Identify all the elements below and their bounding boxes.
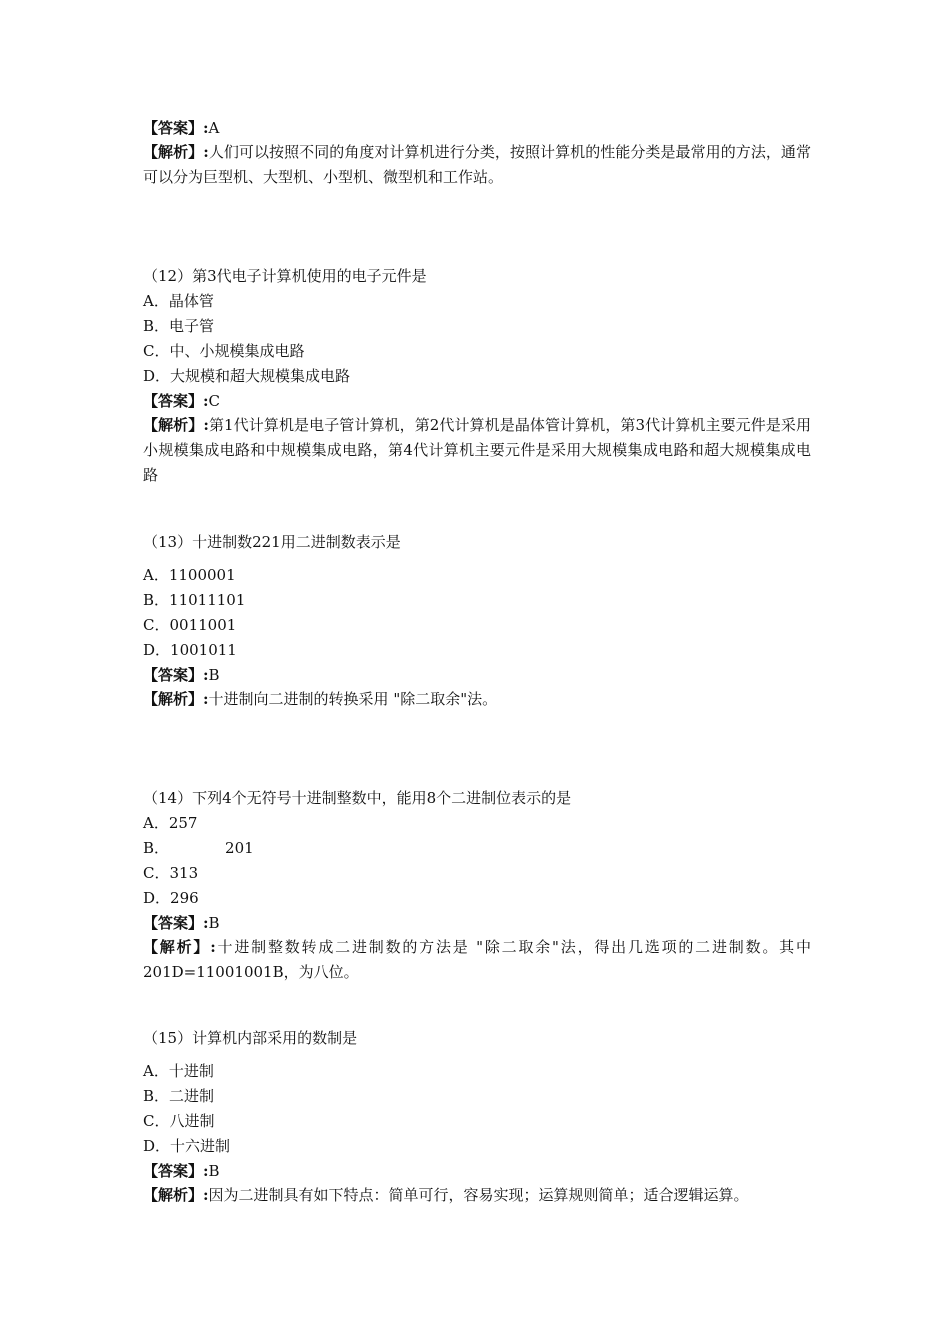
answer-value: B	[208, 914, 220, 932]
q15-option-d: D．十六进制	[143, 1137, 231, 1155]
analysis-tag: 【解析】:	[143, 1186, 209, 1204]
q14-option-c: C．313	[143, 864, 199, 882]
question-13-title: （13）十进制数221用二进制数表示是	[143, 533, 401, 551]
option-label: B．	[143, 839, 170, 857]
analysis-tag: 【解析】:	[143, 690, 209, 708]
q14-answer-line	[143, 913, 220, 933]
q14-option-b	[143, 838, 254, 858]
question-15-title: （15）计算机内部采用的数制是	[143, 1029, 358, 1047]
q12-answer-line	[143, 391, 220, 411]
question-12-title: （12）第3代电子计算机使用的电子元件是	[143, 267, 427, 285]
q12-option-c: C．中、小规模集成电路	[143, 342, 305, 360]
analysis-paragraph	[143, 140, 811, 190]
q13-option-c: C．0011001	[143, 616, 237, 634]
answer-value: B	[208, 666, 220, 684]
q13-option-d: D．1001011	[143, 641, 237, 659]
answer-line	[143, 118, 219, 138]
q13-answer-line	[143, 665, 220, 685]
q12-option-a: A．晶体管	[143, 292, 214, 310]
analysis-text: 人们可以按照不同的角度对计算机进行分类，按照计算机的性能分类是最常用的方法，通常可以分为巨型机、大型机、小型机、微型机和工作站。	[143, 143, 811, 186]
answer-tag: 【答案】:	[143, 666, 209, 684]
analysis-tag: 【解析】:	[143, 416, 209, 434]
q12-option-b: B．电子管	[143, 317, 215, 335]
question-14-title: （14）下列4个无符号十进制整数中，能用8个二进制位表示的是	[143, 789, 572, 807]
q15-option-a: A．十进制	[143, 1062, 214, 1080]
analysis-text: 因为二进制具有如下特点：简单可行，容易实现；运算规则简单；适合逻辑运算。	[208, 1186, 749, 1204]
q13-option-a: A．1100001	[143, 566, 236, 584]
answer-tag: 【答案】:	[143, 119, 209, 137]
q13-analysis-line	[143, 689, 497, 709]
analysis-text: 十进制向二进制的转换采用 "除二取余"法。	[208, 690, 498, 708]
answer-value: B	[208, 1162, 220, 1180]
answer-tag: 【答案】:	[143, 1162, 209, 1180]
q15-answer-line	[143, 1161, 220, 1181]
q14-option-d: D．296	[143, 889, 199, 907]
q15-option-b: B．二进制	[143, 1087, 215, 1105]
answer-tag: 【答案】:	[143, 914, 209, 932]
q12-option-d: D．大规模和超大规模集成电路	[143, 367, 351, 385]
q14-analysis-paragraph	[143, 935, 811, 985]
analysis-tag: 【解析】:	[143, 938, 216, 956]
q13-option-b: B．11011101	[143, 591, 246, 609]
analysis-text: 十进制整数转成二进制数的方法是 "除二取余"法，得出几选项的二进制数。其中201D=11001001B，为八位。	[143, 938, 811, 981]
q15-analysis-paragraph	[143, 1183, 811, 1208]
q12-analysis-paragraph	[143, 413, 811, 488]
answer-value: C	[208, 392, 221, 410]
option-value: 201	[225, 839, 254, 857]
analysis-tag: 【解析】:	[143, 143, 209, 161]
answer-value: A	[208, 119, 220, 137]
answer-tag: 【答案】:	[143, 392, 209, 410]
q15-option-c: C．八进制	[143, 1112, 215, 1130]
analysis-text: 第1代计算机是电子管计算机，第2代计算机是晶体管计算机，第3代计算机主要元件是采用小规模集成电路和中规模集成电路，第4代计算机主要元件是采用大规模集成电路和超大规模集成电路	[143, 416, 811, 484]
q14-option-a: A．257	[143, 814, 198, 832]
